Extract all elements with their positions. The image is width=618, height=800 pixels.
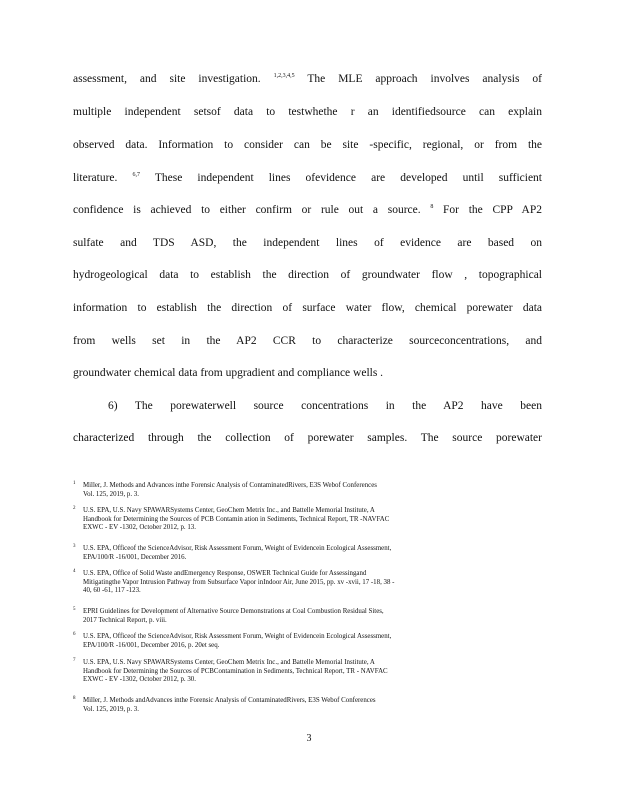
body-line: assessment, and site investigation. $^{1,2,3,4,5}$ The MLE approach involves analysis of [73,73,542,85]
body-line: observed data. Information to consider can be site -specific, regional, or from the [73,139,542,151]
footnote-number: 8 [73,696,76,701]
footnote-number: 7 [73,658,76,663]
footnote: 5 EPRI Guidelines for Development of Alternative Source Demonstrations at Coal Combustion Residual Sites, 2017 Technical Report, p. viii. [73,607,384,624]
footnote: 7 U.S. EPA, U.S. Navy SPAWARSystems Center, GeoChem Metrix Inc., and Battelle Memorial Institute, A Handbook for Determining the Sources of PCBContamination in Sediments, Technical Report, TR - NAVFAC EXWC - EV -1302, October 2012, p. 30. [73,658,388,684]
footnote-number: 2 [73,506,76,511]
page-number: 3 [306,733,312,744]
footnote-number: 5 [73,607,76,612]
footnote-ref: 6,7 [132,172,140,178]
body-line: information to establish the direction of surface water flow, chemical porewater data [73,302,542,314]
body-line: characterized through the collection of porewater samples. The source porewater [73,432,542,444]
body-line: sulfate and TDS ASD, the independent lines of evidence are based on [73,237,542,249]
footnote: 4 U.S. EPA, Office of Solid Waste andEmergency Response, OSWER Technical Guide for Assessingand Mitigatingthe Vapor Intrusion Pathway from Subsurface Vapor inIndoor Air, June 2015, pp. xv -xvii, 17 -18, 38 - 40, 60 -61, 117 -123. [73,569,395,595]
body-line: from wells set in the AP2 CCR to characterize sourceconcentrations, and [73,335,542,347]
footnote: 3 U.S. EPA, Officeof the ScienceAdvisor, Risk Assessment Forum, Weight of Evidencein Ecological Assessment, EPA/100/R -16/001, December 2016. [73,544,392,561]
footnote: 1 Miller, J. Methods and Advances inthe Forensic Analysis of ContaminatedRivers, E3S Webof Conferences Vol. 125, 2019, p. 3. [73,481,377,498]
footnote-number: 3 [73,544,76,549]
footnote: 2 U.S. EPA, U.S. Navy SPAWARSystems Center, GeoChem Metrix Inc., and Battelle Memorial Institute, A Handbook for Determining the Sources of PCB Contamin ation in Sediments, Technical Report, TR -NAVFAC EXWC - EV -1302, October 2012, p. 13. [73,506,390,532]
body-line: 6) The porewaterwell source concentrations in the AP2 have been [108,400,542,412]
body-line: literature. $^{6,7}$ These independent lines ofevidence are developed until sufficient [73,172,542,184]
footnote-ref: 1,2,3,4,5 [273,73,295,79]
body-line: multiple independent setsof data to testwhethe r an identifiedsource can explain [73,106,542,118]
footnote: 6 U.S. EPA, Officeof the ScienceAdvisor, Risk Assessment Forum, Weight of Evidencein Ecological Assessment, EPA/100/R -16/001, December 2016, p. 20et seq. [73,632,392,649]
body-line: hydrogeological data to establish the direction of groundwater flow , topographical [73,269,542,281]
footnote-number: 1 [73,481,76,486]
footnote: 8 Miller, J. Methods andAdvances inthe Forensic Analysis of ContaminatedRivers, E3S Webof Conferences Vol. 125, 2019, p. 3. [73,696,376,713]
body-line: groundwater chemical data from upgradient and compliance wells . [73,367,384,379]
footnote-number: 4 [73,569,76,574]
footnote-ref: 8 [430,204,434,210]
footnote-number: 6 [73,632,76,637]
body-line: confidence is achieved to either confirm or rule out a source. $^8$ For the CPP AP2 [73,204,542,216]
